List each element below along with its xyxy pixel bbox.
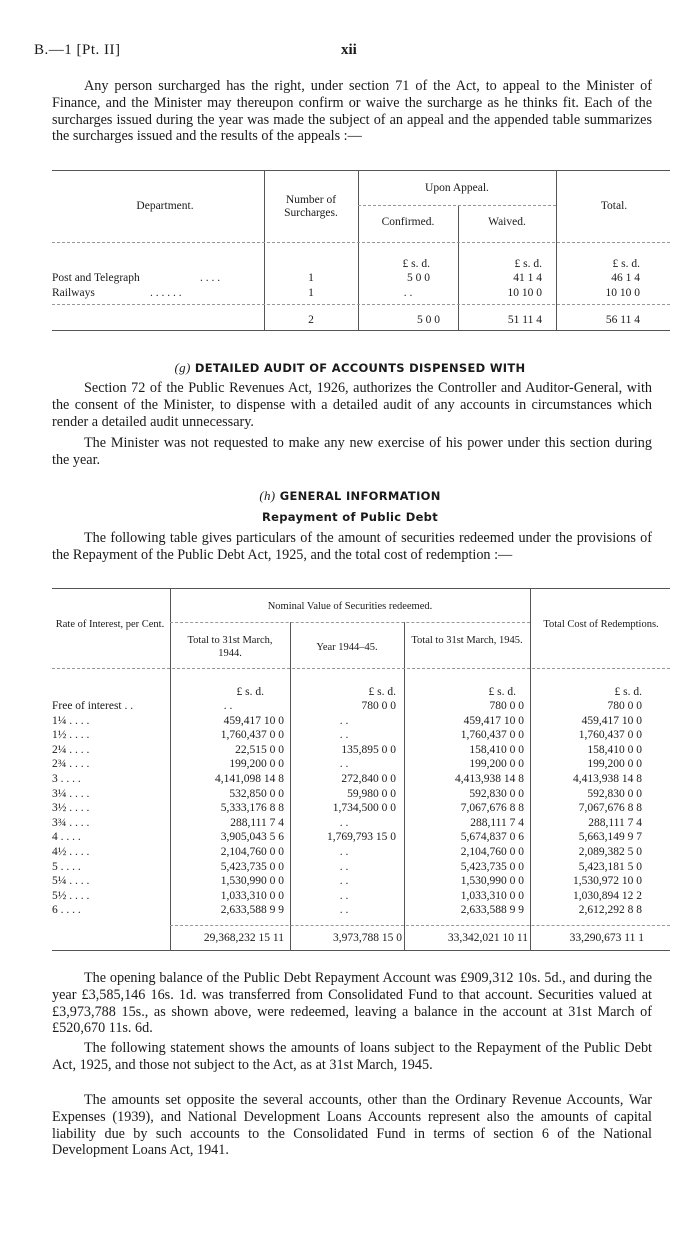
cell-t45: 780 0 0: [489, 700, 524, 712]
cell-cost: 4,413,938 14 8: [573, 773, 642, 785]
amounts-paragraph: The amounts set opposite the several accounts, other than the Ordinary Revenue Accounts, War Expenses (1939), and National Development Loans Accounts represent also the amounts of capital liability due by such accounts to the Consolidated Fund in terms of section 6 of the National Development Loans Act, 1941.: [52, 1092, 652, 1159]
cell-yr: . .: [339, 860, 349, 873]
cell-cost: 2,089,382 5 0: [578, 846, 642, 858]
cell-t45: 592,830 0 0: [469, 787, 524, 800]
cell-t44: 288,111 7 4: [230, 816, 284, 829]
cell-cost: 1,530,972 10 0: [573, 875, 642, 888]
cell-yr: 1,769,793 15 0: [327, 831, 396, 844]
col-upon-appeal-header: Upon Appeal.: [425, 182, 489, 194]
section-h-heading: (h) GENERAL INFORMATION: [259, 488, 441, 503]
cell-t45: 2,633,588 9 9: [460, 904, 524, 917]
units-label: £ s. d.: [488, 686, 516, 698]
cell-yr: . .: [339, 889, 349, 902]
cell-yr: . .: [339, 758, 349, 771]
cell-cost: 5,423,181 5 0: [578, 860, 642, 873]
cell-rate: 6 . . . .: [52, 904, 81, 917]
cell-t44: 2,633,588 9 9: [220, 904, 284, 917]
cell-t45: 4,413,938 14 8: [455, 773, 524, 785]
cell-t44: 459,417 10 0: [223, 714, 284, 727]
document-reference: B.—1 [Pt. II]: [34, 42, 121, 58]
cell-yr: . .: [339, 816, 349, 829]
cell-rate: 5½ . . . .: [52, 889, 90, 902]
subheading: Repayment of Public Debt: [262, 510, 438, 524]
col-waived-header: Waived.: [488, 216, 526, 228]
cell-yr: . .: [339, 714, 349, 727]
cell-rate: 1¼ . . . .: [52, 714, 90, 727]
cell-cost: 1,760,437 0 0: [578, 729, 642, 742]
col-department-header: Department.: [136, 200, 194, 212]
cell-t45: 199,200 0 0: [469, 758, 524, 771]
cell-yr: 1,734,500 0 0: [332, 802, 396, 815]
cell-t44: 22,515 0 0: [235, 743, 284, 756]
cell-t45: 158,410 0 0: [469, 743, 524, 756]
cell-rate: 4 . . . .: [52, 831, 81, 844]
cell-rate: 3 . . . .: [52, 773, 81, 785]
cell-yr: 135,895 0 0: [341, 743, 396, 756]
cell-cost: 780 0 0: [607, 700, 642, 712]
cell-t44: 1,760,437 0 0: [220, 729, 284, 742]
cell-yr: 780 0 0: [361, 700, 396, 712]
cell-t44: 5,423,735 0 0: [220, 860, 284, 873]
cell-cost: 592,830 0 0: [587, 787, 642, 800]
cell-rate: Free of interest . .: [52, 700, 134, 712]
col-confirmed-header: Confirmed.: [381, 216, 435, 228]
cell-yr: . .: [339, 729, 349, 742]
cell-yr: 272,840 0 0: [341, 773, 396, 785]
cell-t45: 1,530,990 0 0: [460, 875, 524, 888]
units-label: £ s. d.: [514, 258, 542, 270]
cell-t44: 1,033,310 0 0: [220, 889, 284, 902]
col-number-header: Number of Surcharges.: [284, 194, 338, 219]
page-number: xii: [341, 42, 357, 58]
col-cost-header: Total Cost of Redemptions.: [543, 619, 659, 630]
col-total-1944-header: Total to 31st March, 1944.: [187, 635, 273, 659]
cell-rate: 3½ . . . .: [52, 802, 90, 815]
cell-t44: 4,141,098 14 8: [215, 773, 284, 785]
section-g-paragraph-2: The Minister was not requested to make any new exercise of his power under this section during the year.: [52, 435, 652, 468]
document-page: B.—1 [Pt. II] xii Any person surcharged has the right, under section 71 of the Act, to appeal to the Minister of Finance, and the Minister may thereupon confirm or waive the surcharge as he thinks fit. Each of the surcharges issued during the year was made the subject of an appeal and the appended table summarizes the surcharges issued and the results of the appeals :— Department. Number of Surcharges. Upon Appeal. Confirmed. Waived. Total. £ s. d. £ s. d. £ s. d. Post and Telegraph . . . . 1 5 0 0 41 1 4 46 1 4 Railways . . . . . . 1 . . 10 10 0 10 10 0 2 5 0 0 51 11 4 56 11 4 (g) DETAILED AUDIT OF ACCOUNTS DISPENSED WITH Section 72 of the Public Revenues Act, 1926, authorizes the Controller and Auditor-General, with the consent of the Minister, to dispense with a detailed audit of any accounts in circumstances which render a detailed audit unnecessary. The Minister was not requested to make any new exercise of his power under this section during the year. (h) GENERAL INFORMATION Repayment of Public Debt The following table gives particulars of the amount of securities redeemed under the provisions of the Repayment of the Public Debt Act, 1925, and the total cost of redemption :— Rate of Interest, per Cent. Nominal Value of Securities redeemed. Total to 31st March, 1944. Year 1944–45. Total to 31st March, 1945. Total Cost of Redemptions. £ s. d. £ s. d. £ s. d. £ s. d. Free of interest . . . . 780 0 0 780 0 0 780 0 0 1¼ . . . . 459,417 10 0 . . 459,417 10 0 459,417 10 0 1½ . . . . 1,760,437 0 0 . . 1,760,437 0 0 1,760,437 0 0 2¼ . . . . 22,515 0 0 135,895 0 0 158,410 0 0 158,410 0 0 2¾ . . . . 199,200 0 0 . . 199,200 0 0 199,200 0 0 3 . . . . 4,141,098 14 8 272,840 0 0 4,413,938 14 8 4,413,938 14 8 3¼ . . . . 532,850 0 0 59,980 0 0 592,830 0 0 592,830 0 0 3½ . . . . 5,333,176 8 8 1,734,500 0 0 7,067,676 8 8 7,067,676 8 8 3¾ . . . . 288,111 7 4 . . 288,111 7 4 288,111 7 4 4 . . . . 3,905,043 5 6 1,769,793 15 0 5,674,837 0 6 5,663,149 9 7 4½ . . . . 2,104,760 0 0 . . 2,104,760 0 0 2,089,382 5 0 5 . . . . 5,423,735 0 0 . . 5,423,735 0 0 5,423,181 5 0 5¼ . . . . 1,530,990 0 0 . . 1,530,990 0 0 1,530,972 10 0 5½ . . . . 1,033,310 0 0 . . 1,033,310 0 0 1,030,894 12 2 6 . . . . 2,633,588 9 9 . . 2,633,588 9 9 2,612,292 8 8 29,368,232 15 11 3,973,788 15 0 33,342,021 10 11 33,290,673 11 1 The opening balance of the Public Debt Repayment Account was £909,312 10s. 5d., and during the year £3,585,146 16s. 1d. was transferred from Consolidated Fund to that account. Securities valued at £3,973,788 15s., as shown above, were redeemed, leaving a balance in the account at 31st March of £520,670 11s. 6d. The following statement shows the amounts of loans subject to the Repayment of the Public Debt Act, 1925, and those not subject to the Act, as at 31st March, 1945. The amounts set opposite the several accounts, other than the Ordinary Revenue Accounts, War Expenses (1939), and National Development Loans Accounts represent also the amounts of capital liability due by such accounts to the Consolidated Fund in terms of section 6 of the National Development Loans Act, 1941.: [0, 0, 700, 1258]
intro-paragraph: Any person surcharged has the right, under section 71 of the Act, to appeal to the Minister of Finance, and the Minister may thereupon confirm or waive the surcharge as he thinks fit. Each of the surcharges issued during the year was made the subject of an appeal and the appended table summarizes the surcharges issued and the results of the appeals :—: [52, 78, 652, 145]
cell-t45: 459,417 10 0: [463, 714, 524, 727]
col-total-header: Total.: [600, 200, 628, 212]
statement-paragraph: The following statement shows the amounts of loans subject to the Repayment of the Public Debt Act, 1925, and those not subject to the Act, as at 31st March, 1945.: [52, 1040, 652, 1073]
cell-yr: . .: [339, 846, 349, 858]
section-g-heading: (g) DETAILED AUDIT OF ACCOUNTS DISPENSED WITH: [174, 360, 526, 375]
cell-cost: 199,200 0 0: [587, 758, 642, 771]
cell-t44: 3,905,043 5 6: [220, 831, 284, 844]
cell-t45: 2,104,760 0 0: [460, 846, 524, 858]
cell-rate: 2¾ . . . .: [52, 758, 90, 771]
cell-cost: 5,663,149 9 7: [578, 831, 642, 844]
cell-cost: 288,111 7 4: [588, 816, 642, 829]
cell-t44: 5,333,176 8 8: [220, 802, 284, 815]
cell-yr: 59,980 0 0: [347, 787, 396, 800]
cell-rate: 3¾ . . . .: [52, 816, 90, 829]
cell-cost: 2,612,292 8 8: [578, 904, 642, 917]
cell-t45: 1,760,437 0 0: [460, 729, 524, 742]
cell-t45: 1,033,310 0 0: [460, 889, 524, 902]
cell-rate: 5 . . . .: [52, 860, 81, 873]
cell-rate: 2¼ . . . .: [52, 743, 90, 756]
cell-t44: 532,850 0 0: [229, 787, 284, 800]
units-label: £ s. d.: [402, 258, 430, 270]
cell-yr: . .: [339, 904, 349, 917]
cell-rate: 4½ . . . .: [52, 846, 90, 858]
cell-rate: 1½ . . . .: [52, 729, 90, 742]
units-label: £ s. d.: [612, 258, 640, 270]
cell-yr: . .: [339, 875, 349, 888]
cell-t44: 2,104,760 0 0: [220, 846, 284, 858]
cell-cost: 7,067,676 8 8: [578, 802, 642, 815]
cell-t44: . .: [223, 700, 233, 712]
cell-t45: 288,111 7 4: [470, 816, 524, 829]
balance-paragraph: The opening balance of the Public Debt Repayment Account was £909,312 10s. 5d., and during the year £3,585,146 16s. 1d. was transferred from Consolidated Fund to that account. Securities valued at £3,973,788 15s., as shown above, were redeemed, leaving a balance in the account at 31st March of £520,670 11s. 6d.: [52, 970, 652, 1037]
cell-cost: 1,030,894 12 2: [573, 889, 642, 902]
col-rate-header: Rate of Interest, per Cent.: [55, 619, 165, 630]
cell-t44: 199,200 0 0: [229, 758, 284, 771]
section-h-paragraph-1: The following table gives particulars of the amount of securities redeemed under the provisions of the Repayment of the Public Debt Act, 1925, and the total cost of redemption :—: [52, 530, 652, 563]
cell-t45: 5,423,735 0 0: [460, 860, 524, 873]
cell-rate: 3¼ . . . .: [52, 787, 90, 800]
cell-t45: 5,674,837 0 6: [460, 831, 524, 844]
units-label: £ s. d.: [614, 686, 642, 698]
units-label: £ s. d.: [368, 686, 396, 698]
col-year-header: Year 1944–45.: [316, 642, 378, 653]
cell-t45: 7,067,676 8 8: [460, 802, 524, 815]
col-total-1945-header: Total to 31st March, 1945.: [411, 635, 523, 646]
cell-cost: 158,410 0 0: [587, 743, 642, 756]
section-g-paragraph-1: Section 72 of the Public Revenues Act, 1926, authorizes the Controller and Auditor-General, with the consent of the Minister, to dispense with a detailed audit of any accounts in circumstances which render a detailed audit unnecessary.: [52, 380, 652, 430]
units-label: £ s. d.: [236, 686, 264, 698]
col-nominal-header: Nominal Value of Securities redeemed.: [267, 601, 433, 612]
cell-cost: 459,417 10 0: [581, 714, 642, 727]
cell-t44: 1,530,990 0 0: [220, 875, 284, 888]
cell-rate: 5¼ . . . .: [52, 875, 90, 888]
